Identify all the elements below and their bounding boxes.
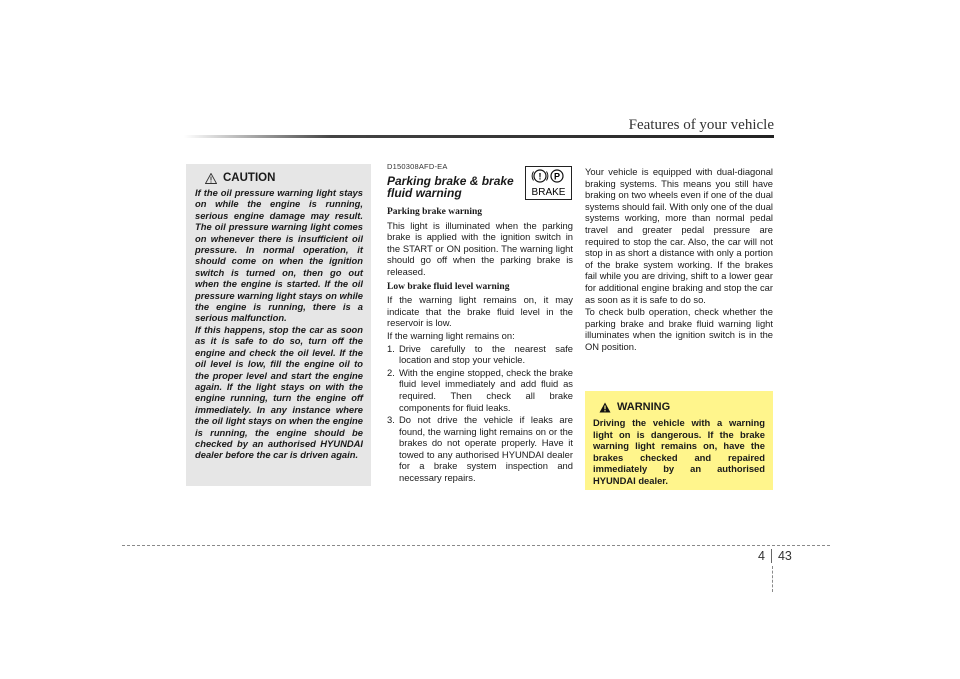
- list-item: [387, 343, 573, 366]
- brake-fluid-text: If the warning light remains on, it may indicate that the brake fluid level in the reservoir is low.: [387, 294, 573, 329]
- brake-icon-label: BRAKE: [531, 187, 566, 198]
- warning-text: Driving the vehicle with a warning light on is dangerous. If the brake warning light remains on, have the brakes checked and repaired immediately by an authorised HYUNDAI dealer.: [593, 417, 765, 486]
- parking-brake-text: This light is illuminated when the parking brake is applied with the ignition switch in the START or ON position. The warning light should go off when the parking brake is released.: [387, 219, 573, 277]
- warning-triangle-icon: [205, 173, 217, 184]
- list-item: [387, 367, 573, 413]
- step-number: 1.: [387, 342, 395, 354]
- caution-title: CAUTION: [223, 172, 276, 184]
- step-number: 2.: [387, 366, 395, 378]
- step-text: Drive carefully to the nearest safe location and stop your vehicle.: [399, 342, 573, 366]
- caution-text-2: If this happens, stop the car as soon as it is safe to do so, turn off the engine and check the oil level. If the oil level is low, fill the engine oil to the proper level and start the engine again. If the light stays on with the engine running, turn the engine off immediately. In any instance where the oil light stays on when the engine is running, the engine should be checked by an authorised HYUNDAI dealer before the car is driven again.: [195, 323, 363, 461]
- page-number: [758, 549, 792, 563]
- remains-on-text: If the warning light remains on:: [387, 329, 515, 341]
- brake-fluid-heading: Low brake fluid level warning: [387, 281, 510, 292]
- list-item: [387, 414, 573, 484]
- brake-icon-mark: !: [538, 171, 542, 182]
- footer-vertical-rule: [772, 566, 773, 592]
- warning-title: WARNING: [617, 401, 671, 413]
- step-number: 3.: [387, 414, 395, 426]
- section-title: Features of your vehicle: [628, 117, 774, 133]
- page-number-value: 43: [777, 549, 792, 563]
- step-text: With the engine stopped, check the brake fluid level immediately and add fluid as required. Then check all brake components for fluid leaks.: [399, 366, 573, 413]
- chapter-number: 4: [758, 549, 765, 563]
- section-code: D150308AFD-EA: [387, 162, 448, 171]
- warning-header: [599, 401, 765, 413]
- warning-triangle-icon: [599, 402, 611, 413]
- dual-braking-text: Your vehicle is equipped with dual-diagonal braking systems. This means you still have braking on two wheels even if one of the dual systems should fail. With only one of the dual systems working, more than normal pedal travel and greater pedal pressure are required to stop the car. Also, the car will not stop in as short a distance with only a portion of the brake system working. If the brakes fail while you are driving, shift to a lower gear for additional engine braking and stop the car as soon as it is safe to do so.: [585, 166, 773, 305]
- brake-icon-p: P: [553, 171, 561, 182]
- steps-list: [387, 343, 573, 484]
- bulb-check-text: To check bulb operation, check whether the parking brake and brake fluid warning light illuminates when the ignition switch is in the ON position.: [585, 306, 773, 352]
- warning-box: [585, 391, 773, 490]
- footer-rule: [122, 545, 830, 546]
- parking-brake-heading: Parking brake warning: [387, 207, 483, 217]
- step-text: Do not drive the vehicle if leaks are found, the warning light remains on or the brakes do not operate properly. Have it towed to any authorised HYUNDAI dealer for a brake system inspection and necessary repairs.: [399, 414, 573, 484]
- brake-section: [387, 162, 573, 485]
- brake-section-title: Parking brake & brake fluid warning: [387, 174, 514, 200]
- header-rule: [184, 135, 774, 138]
- caution-header: [205, 172, 363, 184]
- caution-text: If the oil pressure warning light stays on while the engine is running, serious engine damage may result. The oil pressure warning light comes on whenever there is insufficient oil pressure. In normal operation, it should come on when the ignition switch is turned on, then go out when the engine is started. If the oil pressure warning light stays on while the engine is running, there is a serious malfunction.: [195, 187, 363, 324]
- right-column: [585, 166, 773, 354]
- caution-box: [186, 164, 371, 486]
